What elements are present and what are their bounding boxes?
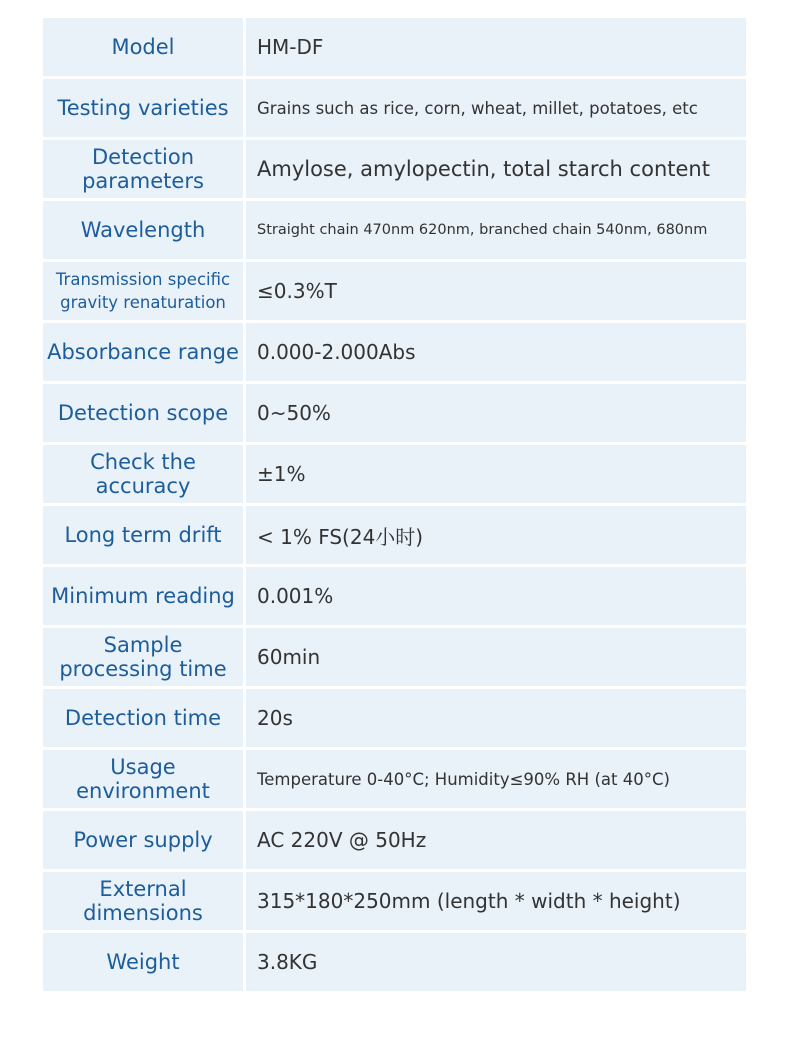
spec-label: Transmission specific gravity renaturation	[43, 262, 243, 320]
spec-value: 3.8KG	[246, 933, 746, 991]
spec-value: 0~50%	[246, 384, 746, 442]
spec-row-testing-varieties	[43, 79, 746, 137]
spec-row-model	[43, 18, 746, 76]
spec-label: Weight	[43, 933, 243, 991]
spec-value: Temperature 0-40°C; Humidity≤90% RH (at 40°C)	[246, 750, 746, 808]
spec-value: Straight chain 470nm 620nm, branched chain 540nm, 680nm	[246, 201, 746, 259]
spec-row-wavelength	[43, 201, 746, 259]
spec-row-transmission	[43, 262, 746, 320]
spec-label: Usage environment	[43, 750, 243, 808]
spec-label: Detection parameters	[43, 140, 243, 198]
spec-label: Power supply	[43, 811, 243, 869]
spec-label: Minimum reading	[43, 567, 243, 625]
spec-value: ±1%	[246, 445, 746, 503]
spec-label: Long term drift	[43, 506, 243, 564]
spec-row-power-supply	[43, 811, 746, 869]
spec-row-sample-processing-time	[43, 628, 746, 686]
spec-value: 315*180*250mm (length * width * height)	[246, 872, 746, 930]
spec-row-usage-environment	[43, 750, 746, 808]
spec-label: Detection scope	[43, 384, 243, 442]
spec-row-weight	[43, 933, 746, 991]
spec-value: AC 220V @ 50Hz	[246, 811, 746, 869]
spec-row-accuracy	[43, 445, 746, 503]
spec-value: Amylose, amylopectin, total starch content	[246, 140, 746, 198]
spec-row-detection-parameters	[43, 140, 746, 198]
spec-label: Absorbance range	[43, 323, 243, 381]
spec-value: 20s	[246, 689, 746, 747]
spec-value: ≤0.3%T	[246, 262, 746, 320]
spec-label: External dimensions	[43, 872, 243, 930]
spec-row-absorbance-range	[43, 323, 746, 381]
spec-label: Sample processing time	[43, 628, 243, 686]
spec-row-detection-scope	[43, 384, 746, 442]
spec-value: 0.001%	[246, 567, 746, 625]
spec-label: Testing varieties	[43, 79, 243, 137]
spec-value: 0.000-2.000Abs	[246, 323, 746, 381]
spec-label: Wavelength	[43, 201, 243, 259]
spec-value: Grains such as rice, corn, wheat, millet, potatoes, etc	[246, 79, 746, 137]
spec-table	[43, 18, 746, 994]
spec-row-detection-time	[43, 689, 746, 747]
spec-label: Check the accuracy	[43, 445, 243, 503]
spec-label: Model	[43, 18, 243, 76]
spec-label: Detection time	[43, 689, 243, 747]
spec-row-minimum-reading	[43, 567, 746, 625]
spec-value: HM-DF	[246, 18, 746, 76]
spec-value: 60min	[246, 628, 746, 686]
spec-value: < 1% FS(24小时)	[246, 506, 746, 564]
spec-row-external-dimensions	[43, 872, 746, 930]
spec-row-long-term-drift	[43, 506, 746, 564]
